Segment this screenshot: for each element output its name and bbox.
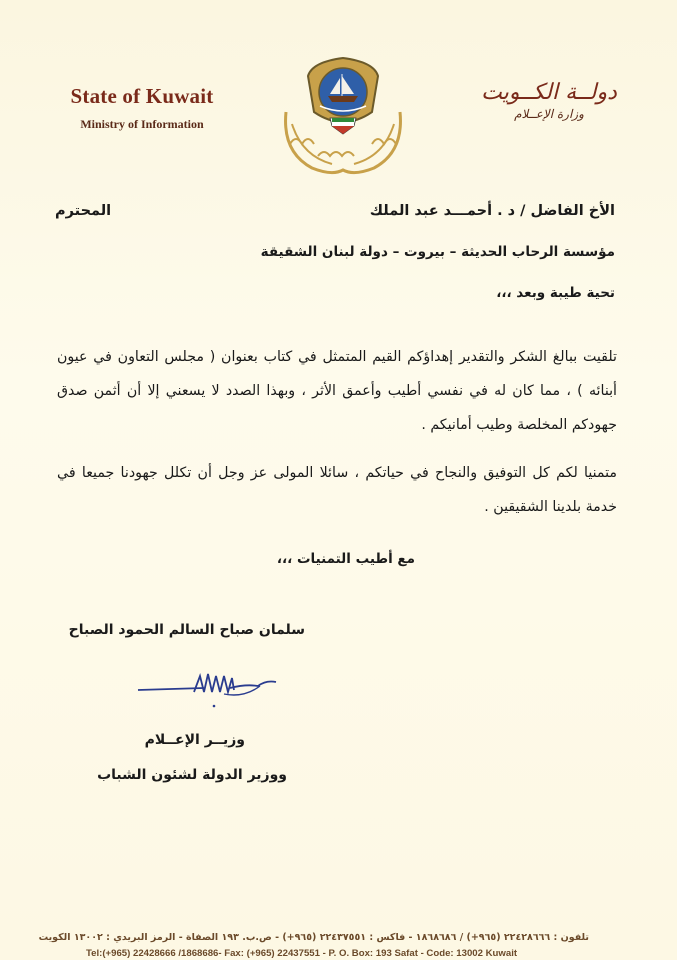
state-of-kuwait-text: State of Kuwait bbox=[70, 84, 214, 108]
paragraph-thanks: تلقيت ببالغ الشكر والتقدير إهداؤكم القيم المتمثل في كتاب بعنوان ( مجلس التعاون في عيون أبنائه ) ، مما كان له في نفسي أطيب وأعمق الأثر ، وبهذا الصدد لا يسعني إلا أن أثمن صدق جهودكم المخلصة وطيب أمانيكم . bbox=[57, 349, 617, 433]
ministry-english-text: Ministry of Information bbox=[80, 117, 204, 131]
institution-line: مؤسسة الرحاب الحديثة – بيروت – دولة لبنان الشقيقة bbox=[260, 244, 615, 260]
closing-line: مع أطيب التمنيات ،،، bbox=[276, 551, 415, 567]
greeting: تحية طيبة وبعد ،،، bbox=[496, 285, 615, 301]
signer-title-minister: وزيــر الإعــلام bbox=[144, 732, 245, 748]
signer-title-youth: ووزير الدولة لشئون الشباب bbox=[97, 767, 287, 783]
recipient-name: الأخ الفاضل / د . أحمـــد عبد الملك bbox=[369, 203, 615, 219]
signer-name: سلمان صباح السالم الحمود الصباح bbox=[68, 622, 305, 638]
handwritten-signature-icon bbox=[134, 664, 294, 712]
honorific: المحترم bbox=[55, 203, 112, 219]
kuwait-emblem-icon bbox=[272, 52, 414, 180]
paragraph-wishes: متمنيا لكم كل التوفيق والنجاح في حياتكم ، سائلا المولى عز وجل أن تكلل جهودنا جميعا في خدمة بلدينا الشقيقين . bbox=[57, 465, 617, 515]
recipient-line bbox=[55, 203, 615, 219]
footer-contact-arabic: تلفون : ٢٢٤٢٨٦٦٦ (٩٦٥+) / ١٨٦٨٦٨٦ - فاكس : ٢٢٤٣٧٥٥١ (٩٦٥+) - ص.ب. ١٩٣ الصفاة - الرمز البريدي : ١٣٠٠٢ الكويت bbox=[38, 932, 589, 943]
footer-contact-english: Tel:(+965) 22428666 /1868686- Fax: (+965) 22437551 - P. O. Box: 193 Safat - Code: 13002 Kuwait bbox=[86, 948, 518, 959]
letterhead-arabic bbox=[479, 80, 619, 121]
state-arabic-text: دولــة الكــويت bbox=[481, 80, 617, 105]
ministry-arabic-text: وزارة الإعــلام bbox=[514, 107, 584, 121]
letterhead-english bbox=[62, 84, 222, 132]
